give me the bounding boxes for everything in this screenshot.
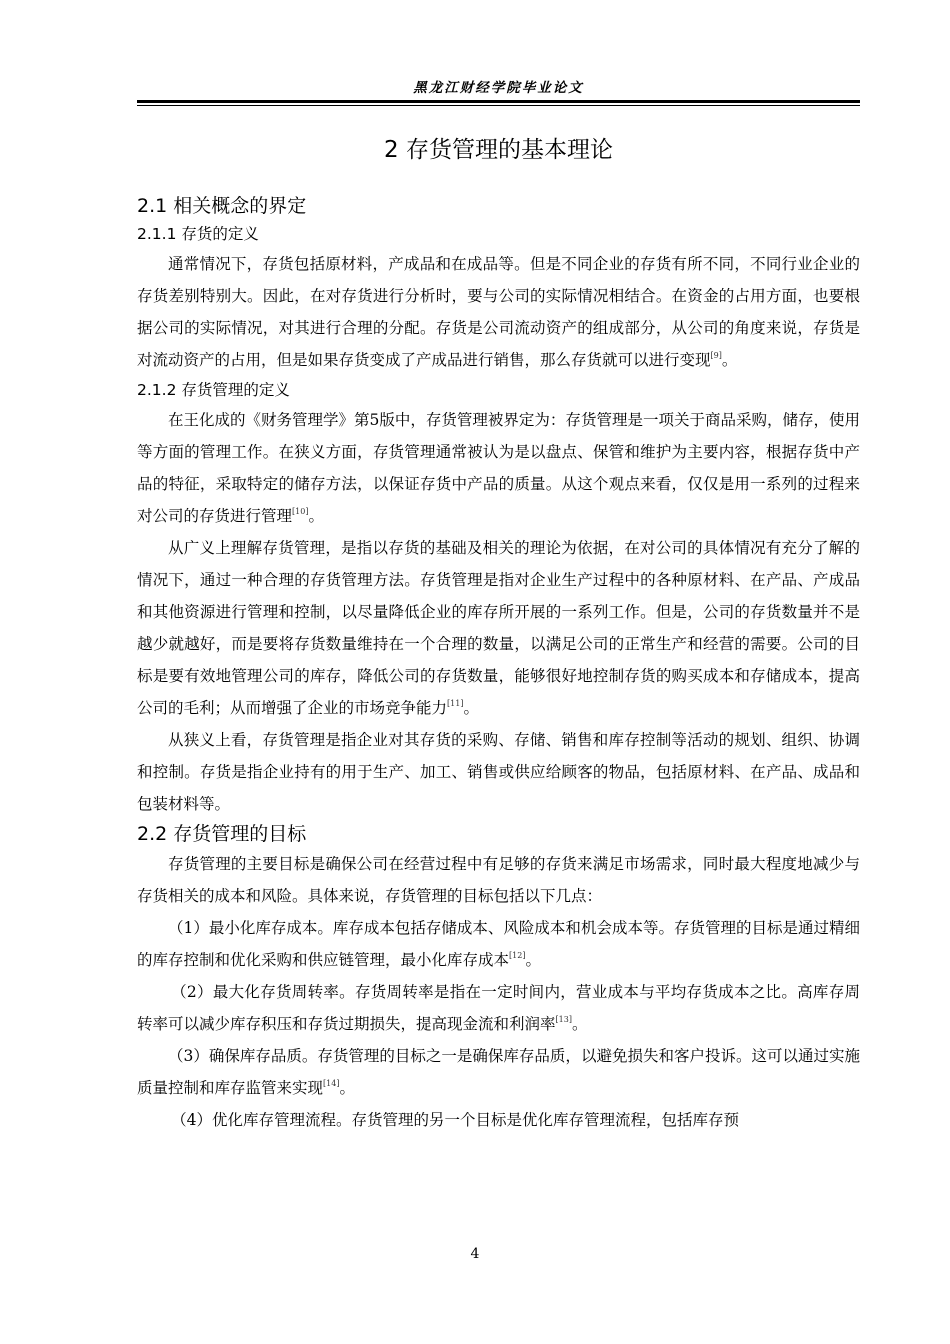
header-title: 黑龙江财经学院毕业论文 [413,80,584,96]
paragraph-text: （3）确保库存品质。存货管理的目标之一是确保库存品质，以避免损失和客户投诉。这可以通过实施质量控制和库存监管来实现 [137,1047,860,1097]
paragraph-goal-3 [137,1040,860,1104]
paragraph-narrow-sense: 从狭义上看，存货管理是指企业对其存货的采购、存储、销售和库存控制等活动的规划、组织、协调和控制。存货是指企业持有的用于生产、加工、销售或供应给顾客的物品，包括原材料、在产品、成品和包装材料等。 [137,731,860,813]
paragraph-goals-intro: 存货管理的主要目标是确保公司在经营过程中有足够的存货来满足市场需求，同时最大程度地减少与存货相关的成本和风险。具体来说，存货管理的目标包括以下几点： [137,855,860,905]
paragraph-goal-2 [137,976,860,1040]
section-2-1-heading: 2.1 相关概念的界定 [137,195,307,217]
period: 。 [721,351,738,369]
citation-ref: [9] [710,351,722,360]
paragraph-text: 通常情况下，存货包括原材料，产成品和在成品等。但是不同企业的存货有所不同，不同行业企业的存货差别特别大。因此，在对存货进行分析时，要与公司的实际情况相结合。在资金的占用方面，也要根据公司的实际情况，对其进行合理的分配。存货是公司流动资产的组成部分，从公司的角度来说，存货是对流动资产的占用，但是如果存货变成了产成品进行销售，那么存货就可以进行变现 [137,255,860,369]
section-2-1-1-heading: 2.1.1 存货的定义 [137,225,259,243]
paragraph-broad-sense [137,532,860,724]
page-body [137,128,860,1136]
citation-ref: [11] [447,699,464,708]
header-rule-thin [137,105,860,106]
paragraph-inventory-definition [137,248,860,376]
page-number: 4 [470,1246,480,1262]
period: 。 [463,699,479,717]
paragraph-text: （1）最小化库存成本。库存成本包括存储成本、风险成本和机会成本等。存货管理的目标是通过精细的库存控制和优化采购和供应链管理，最小化库存成本 [137,919,860,969]
paragraph-text: 从广义上理解存货管理，是指以存货的基础及相关的理论为依据，在对公司的具体情况有充分了解的情况下，通过一种合理的存货管理方法。存货管理是指对企业生产过程中的各种原材料、在产品、产成品和其他资源进行管理和控制，以尽量降低企业的库存所开展的一系列工作。但是，公司的存货数量并不是越少就越好，而是要将存货数量维持在一个合理的数量，以满足公司的正常生产和经营的需要。公司的目标是要有效地管理公司的库存，降低公司的存货数量，能够很好地控制存货的购买成本和存储成本，提高公司的毛利；从而增强了企业的市场竞争能力 [137,539,860,717]
period: 。 [339,1079,355,1097]
section-2-2-heading: 2.2 存货管理的目标 [137,823,307,845]
paragraph-management-definition [137,404,860,532]
chapter-title: 2 存货管理的基本理论 [384,137,613,163]
citation-ref: [10] [292,507,309,516]
paragraph-goal-4: （4）优化库存管理流程。存货管理的另一个目标是优化库存管理流程，包括库存预 [171,1111,739,1129]
period: 。 [571,1015,588,1033]
citation-ref: [14] [323,1079,340,1088]
period: 。 [308,507,324,525]
period: 。 [525,951,541,969]
paragraph-text: 在王化成的《财务管理学》第5版中，存货管理被界定为：存货管理是一项关于商品采购，储存，使用等方面的管理工作。在狭义方面，存货管理通常被认为是以盘点、保管和维护为主要内容，根据存货中产品的特征，采取特定的储存方法，以保证存货中产品的质量。从这个观点来看，仅仅是用一系列的过程来对公司的存货进行管理 [137,411,860,525]
citation-ref: [12] [509,951,526,960]
paragraph-text: （2）最大化存货周转率。存货周转率是指在一定时间内，营业成本与平均存货成本之比。高库存周转率可以减少库存积压和存货过期损失，提高现金流和利润率 [137,983,860,1033]
header-rule-thick [137,100,860,103]
section-2-1-2-heading: 2.1.2 存货管理的定义 [137,381,290,399]
page-header [137,78,860,106]
citation-ref: [13] [555,1015,572,1024]
paragraph-goal-1 [137,912,860,976]
